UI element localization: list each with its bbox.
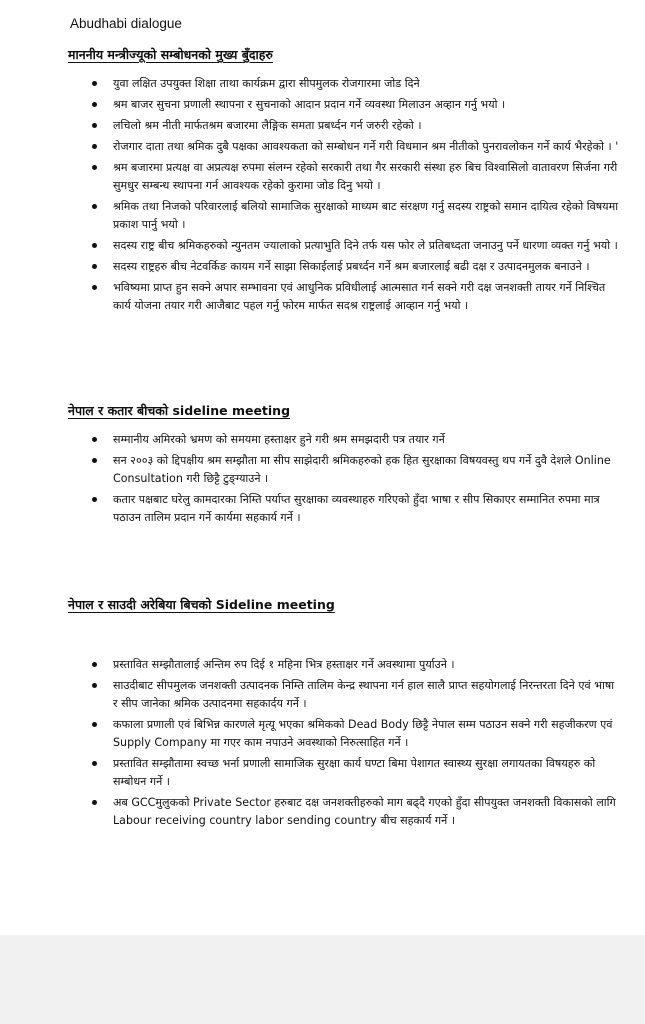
list-item: सम्मानीय अमिरको भ्रमण को समयमा हस्ताक्षर हुने गरी श्रम समझदारी पत्र तयार गर्ने (90, 431, 620, 449)
list-item: लचिलो श्रम नीती मार्फतश्रम बजारमा लैङ्गिक समता प्रबर्ध्दन गर्न जरुरी रहेको । (90, 117, 620, 135)
qatar-meeting-list (90, 431, 620, 530)
list-item: श्रमिक तथा निजको परिवारलाई बलियो सामाजिक सुरक्षाको माध्यम बाट संरक्षण गर्नु सदस्य राष्ट्रको समान दायित्व रहेको विषयमा प्रकाश पार्नु भयो । (90, 198, 620, 234)
section-heading-minister-speech: माननीय मन्त्रीज्यूको सम्बोधनको मुख्य बुँदाहरु (68, 47, 273, 62)
document-title: Abudhabi dialogue (70, 16, 182, 31)
section-heading-saudi-meeting: नेपाल र साउदी अरेबिया बिचको Sideline meeting (68, 597, 335, 612)
list-item: सदस्य राष्ट्र बीच श्रमिकहरुको न्युनतम ज्यालाको प्रत्याभुति दिने तर्फ यस फोर ले प्रतिबध्दता जनाउनु पर्ने धारणा व्यक्त गर्नु भयो । (90, 237, 620, 255)
list-item: श्रम बाजर सुचना प्रणाली स्थापना र सुचनाको आदान प्रदान गर्ने व्यवस्था मिलाउन अव्हान गर्नु भयो । (90, 96, 620, 114)
list-item: सदस्य राष्ट्रहरु बीच नेटवर्किङ कायम गर्ने साझा सिकाईलाई प्रबर्ध्दन गर्ने श्रम बजारलाई बढी दक्ष र उत्पादनमुलक बनाउने । (90, 258, 620, 276)
list-item: युवा लक्षित उपयुक्त शिक्षा ताथा कार्यक्रम द्वारा सीपमुलक रोजगारमा जोड दिने (90, 75, 620, 93)
list-item: सन २००३ को द्दिपक्षीय श्रम सम्झौता मा सीप साझेदारी श्रमिकहरुको हक हित सुरक्षाका विषयवस्तु थप गर्ने दुवै देशले Online Consultation गरी छिट्टै टुङ्ग्याउने । (90, 452, 620, 488)
list-item: अब GCCमुलुकको Private Sector हरुबाट दक्ष जनशक्तीहरुको माग बढ्दै गएको हुँदा सीपयुक्त जनशक्ती विकासको लागि Labour receiving country labor sending country बीच सहकार्य गर्ने । (90, 794, 620, 830)
list-item: कफाला प्रणाली एवं बिभिन्न कारणले मृत्यू भएका श्रमिकको Dead Body छिट्टै नेपाल सम्म पठाउन सक्ने गरी सहजीकरण एवं Supply Company मा गएर काम नपाउने अवस्थाको निरुत्साहित गर्ने । (90, 716, 620, 752)
list-item: रोजगार दाता तथा श्रमिक दुबै पक्षका आवश्यकता को सम्बोधन गर्ने गरी विधमान श्रम नीतीको पुनरावलोकन गर्ने कार्य भैरहेको । ' (90, 138, 620, 156)
page-footer-band (0, 935, 645, 1024)
list-item: भविष्यमा प्राप्त हुन सक्ने अपार सम्भावना एवं आधुनिक प्रविधीलाई आत्मसात गर्न सक्ने गरी दक्ष जनशक्ती तायर गर्ने निश्चित कार्य योजना तयार गरी आजैबाट पहल गर्नु फोरम मार्फत सदश्र राष्ट्रलाई आव्हान गर्नु भयो । (90, 279, 620, 315)
saudi-meeting-list (90, 656, 620, 833)
list-item: प्रस्तावित सम्झौतालाई अन्तिम रुप दिई १ महिना भित्र हस्ताक्षर गर्ने अवस्थामा पुर्याउने । (90, 656, 620, 674)
list-item: प्रस्तावित सम्झौतामा स्वच्छ भर्ना प्रणाली सामाजिक सुरक्षा कार्य घण्टा बिमा पेशागत स्वास्थ्य सुरक्षा लगायतका विषयहरु को सम्बोधन गर्ने । (90, 755, 620, 791)
section-heading-qatar-meeting: नेपाल र कतार बीचको sideline meeting (68, 403, 291, 418)
list-item: श्रम बजारमा प्रत्यक्ष वा अप्रत्यक्ष रुपमा संलग्न रहेको सरकारी तथा गैर सरकारी संस्था हरु बिच विश्वासिलो वातावरण सिर्जना गरी सुमधुर सम्बन्ध स्थापना गर्न आवश्यक रहेको कुरामा जोड दिनु भयो । (90, 159, 620, 195)
minister-speech-list (90, 75, 620, 318)
list-item: कतार पक्षबाट घरेलु कामदारका निम्ति पर्याप्त सुरक्षाका व्यवस्थाहरु गरिएको हुँदा भाषा र सीप सिकाएर सम्मानित रुपमा मात्र पठाउन तालिम प्रदान गर्ने कार्यमा सहकार्य गर्ने । (90, 491, 620, 527)
list-item: साउदीबाट सीपमुलक जनशक्ती उत्पादनक निम्ति तालिम केन्द्र स्थापना गर्न हाल सालै प्राप्त सहयोगलाई निरन्तरता दिने एवं भाषा र सीप जानेका श्रमिक उत्पादनमा सहकार्दय गर्ने । (90, 677, 620, 713)
